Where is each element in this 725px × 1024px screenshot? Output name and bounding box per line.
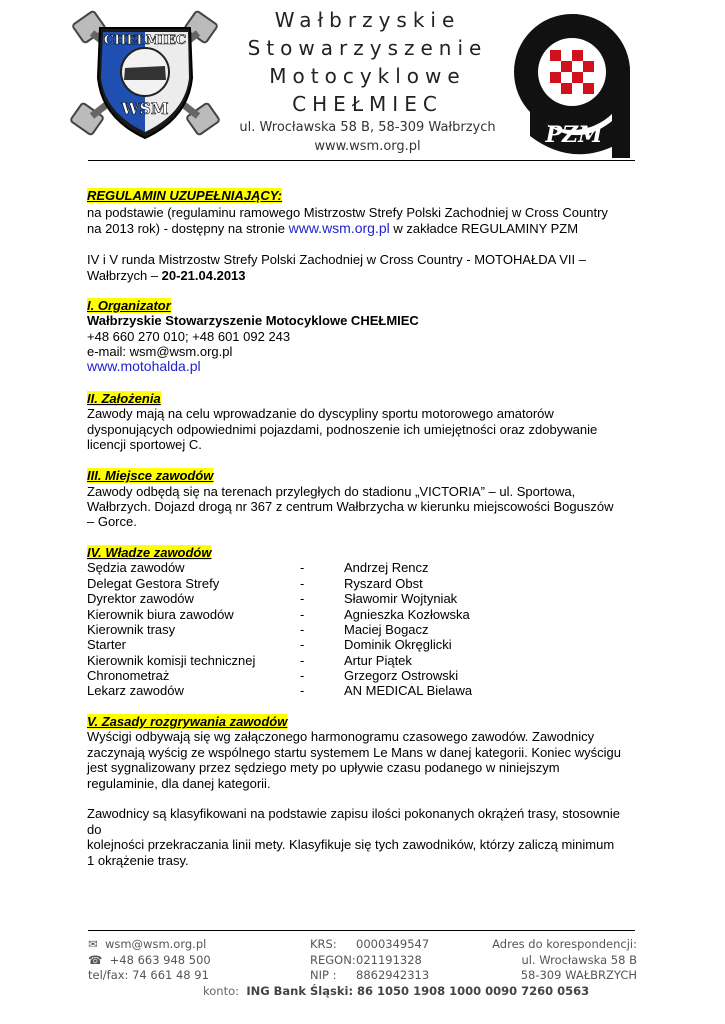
- header-title-line-1: Wałbrzyskie: [274, 8, 461, 32]
- organizer-phones: +48 660 270 010; +48 601 092 243: [87, 329, 291, 344]
- svg-text:WSM: WSM: [121, 99, 169, 118]
- section-5-para2-line: Zawodnicy są klasyfikowani na podstawie zapisu ilości pokonanych okrążeń trasy, stosownie: [87, 806, 621, 821]
- officials-row: Chronometraż - Grzegorz Ostrowski: [87, 668, 459, 683]
- regon-value: 021191328: [356, 953, 422, 967]
- footer-address-line-1: ul. Wrocławska 58 B: [521, 953, 637, 967]
- wsm-chelmiec-logo: [70, 8, 220, 143]
- section-5-para2-line: do: [87, 822, 102, 837]
- header-title-line-3: Motocyklowe: [269, 64, 466, 88]
- krs-value: 0000349547: [356, 937, 430, 951]
- motohalda-link[interactable]: www.motohalda.pl: [87, 358, 201, 374]
- pzm-logo: [508, 8, 636, 160]
- phone-icon: ☎: [88, 953, 103, 967]
- footer-phone: +48 663 948 500: [109, 953, 211, 967]
- svg-text:CHEŁMIEC: CHEŁMIEC: [103, 33, 187, 48]
- organizer-name: Wałbrzyskie Stowarzyszenie Motocyklowe CHEŁMIEC: [87, 313, 419, 328]
- section-5-para2-line: kolejności przekraczania linii mety. Klasyfikuje się tych zawodników, którzy zaliczą minimum: [87, 837, 615, 852]
- event-line-1: IV i V runda Mistrzostw Strefy Polski Zachodniej w Cross Country - MOTOHAŁDA VII –: [87, 252, 586, 267]
- krs-label: KRS:: [310, 937, 337, 951]
- header-title-line-4: CHEŁMIEC: [292, 92, 443, 116]
- officials-row: Kierownik biura zawodów - Agnieszka Kozłowska: [87, 607, 470, 622]
- section-5-title: V. Zasady rozgrywania zawodów: [87, 714, 288, 729]
- section-3-line: Zawody odbędą się na terenach przyległych do stadionu „VICTORIA” – ul. Sportowa,: [87, 484, 576, 499]
- regon-label: REGON:: [310, 953, 356, 967]
- intro-line-1: na podstawie (regulaminu ramowego Mistrzostw Strefy Polski Zachodniej w Cross Country: [87, 205, 608, 220]
- officials-row: Delegat Gestora Strefy - Ryszard Obst: [87, 576, 423, 591]
- officials-row: Dyrektor zawodów - Sławomir Wojtyniak: [87, 591, 458, 606]
- footer-address-title: Adres do korespondencji:: [492, 937, 637, 951]
- section-5-line: Wyścigi odbywają się wg załączonego harmonogramu czasowego zawodów. Zawodnicy: [87, 729, 595, 744]
- section-5-line: regulaminie, dla danej kategorii.: [87, 776, 271, 791]
- officials-row: Sędzia zawodów - Andrzej Rencz: [87, 560, 429, 575]
- section-3-line: – Gorce.: [87, 514, 137, 529]
- header-divider: [88, 160, 635, 161]
- footer-address-line-2: 58-309 WAŁBRZYCH: [520, 968, 637, 982]
- header-address: ul. Wrocławska 58 B, 58-309 Wałbrzych: [239, 120, 496, 135]
- footer-bank-row: [203, 984, 589, 998]
- officials-row: Kierownik komisji technicznej - Artur Piątek: [87, 653, 412, 668]
- section-1-title: I. Organizator: [87, 298, 171, 313]
- footer-email[interactable]: wsm@wsm.org.pl: [104, 937, 207, 951]
- bank-account: ING Bank Śląski: 86 1050 1908 1000 0090 7260 0563: [246, 984, 590, 998]
- event-date: 20-21.04.2013: [161, 268, 246, 283]
- section-5-line: zaczynają wyścig ze wspólnego startu systemem Le Mans w danej kategorii. Koniec wyścigu: [87, 745, 621, 760]
- section-4-title: IV. Władze zawodów: [87, 545, 212, 560]
- bank-label: konto:: [203, 984, 239, 998]
- section-3-title: III. Miejsce zawodów: [87, 468, 214, 483]
- officials-row: Lekarz zawodów - AN MEDICAL Bielawa: [87, 683, 473, 698]
- section-5-line: jest sygnalizowany przez sędziego mety po upływie czasu podanego w niniejszym: [87, 760, 560, 775]
- header-website[interactable]: www.wsm.org.pl: [314, 139, 421, 154]
- header-title-line-2: Stowarzyszenie: [247, 36, 488, 60]
- officials-row: Starter - Dominik Okręglicki: [87, 637, 452, 652]
- doc-heading: REGULAMIN UZUPEŁNIAJĄCY:: [87, 188, 283, 203]
- nip-label: NIP :: [310, 968, 337, 982]
- footer-phone-row: [88, 953, 211, 967]
- event-line-2: Wałbrzych – 20-21.04.2013: [87, 268, 246, 283]
- footer-telfax: tel/fax: 74 661 48 91: [88, 968, 209, 982]
- footer-email-row: [88, 937, 206, 951]
- wsm-link[interactable]: www.wsm.org.pl: [288, 220, 390, 236]
- section-2-line: Zawody mają na celu wprowadzanie do dyscypliny sportu motorowego amatorów: [87, 406, 554, 421]
- section-2-title: II. Założenia: [87, 391, 161, 406]
- section-2-line: licencji sportowej C.: [87, 437, 202, 452]
- footer-divider: [88, 930, 635, 931]
- nip-value: 8862942313: [356, 968, 430, 982]
- svg-text:PZM: PZM: [545, 122, 603, 148]
- section-5-para2-line: 1 okrążenie trasy.: [87, 853, 189, 868]
- intro-line-2: na 2013 rok) - dostępny na stronie www.wsm.org.pl w zakładce REGULAMINY PZM: [87, 220, 579, 236]
- section-2-line: dysponujących odpowiednimi pojazdami, podnoszenie ich umiejętności oraz zdobywanie: [87, 422, 598, 437]
- section-3-line: Wałbrzych. Dojazd drogą nr 367 z centrum Wałbrzycha w kierunku miejscowości Boguszów: [87, 499, 614, 514]
- organizer-email: e-mail: wsm@wsm.org.pl: [87, 344, 233, 359]
- envelope-icon: ✉: [88, 937, 98, 951]
- officials-row: Kierownik trasy - Maciej Bogacz: [87, 622, 429, 637]
